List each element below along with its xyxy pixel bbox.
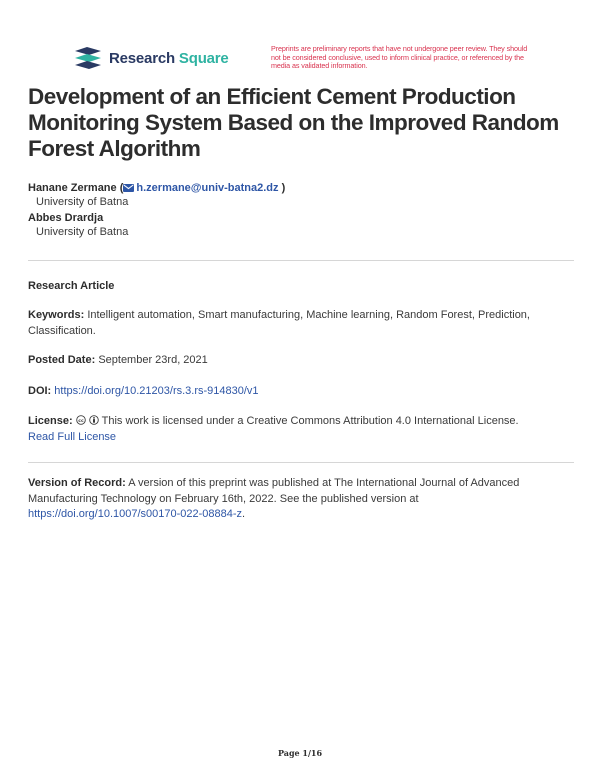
creative-commons-icon: [76, 415, 86, 425]
envelope-icon: [123, 184, 134, 192]
research-square-logo-icon: [75, 47, 101, 69]
doi: [28, 384, 568, 400]
svg-text:cc: cc: [77, 418, 84, 424]
research-square-logo[interactable]: [75, 47, 229, 69]
paper-title: Development of an Efficient Cement Production Monitoring System Based on the Improved Random Forest Algorithm: [28, 84, 559, 161]
author-name[interactable]: Hanane Zermane: [28, 182, 117, 194]
published-version-link[interactable]: https://doi.org/10.1007/s00170-022-08884-z: [28, 508, 243, 520]
version-of-record-text: A version of this preprint was published at The International Journal of Advanced Manufacturing Technology on February 16th, 2022. See the published version at: [28, 477, 520, 505]
read-full-license-link[interactable]: Read Full License: [28, 430, 117, 443]
author-affiliation: University of Batna: [36, 226, 129, 238]
author-list: [28, 181, 568, 241]
posted-date-value: September 23rd, 2021: [98, 354, 208, 366]
page-number: Page 1/16: [277, 748, 323, 758]
license-label: License:: [28, 415, 73, 427]
logo-wordmark: Research Square: [109, 49, 229, 67]
author-entry: Hanane Zermane ( h.zermane@univ-batna2.dz ): [28, 182, 286, 194]
author-email-link[interactable]: h.zermane@univ-batna2.dz: [136, 182, 279, 194]
posted-date: [28, 353, 568, 369]
attribution-icon: [89, 415, 99, 425]
keywords-label: Keywords:: [28, 309, 85, 321]
posted-date-label: Posted Date:: [28, 354, 96, 366]
version-of-record-label: Version of Record:: [28, 477, 126, 489]
keywords-value: Intelligent automation, Smart manufacturing, Machine learning, Random Forest, Prediction, Classification.: [28, 309, 530, 337]
keywords: [28, 308, 568, 339]
divider: [28, 462, 574, 463]
license-text: This work is licensed under a Creative Commons Attribution 4.0 International License.: [101, 415, 519, 427]
doi-label: DOI:: [28, 385, 52, 397]
page-header: [75, 44, 535, 75]
author-affiliation: University of Batna: [36, 196, 129, 208]
preprint-disclaimer: Preprints are preliminary reports that have not undergone peer review. They should not be considered conclusive, used to inform clinical practice, or referenced by the media as validated information.: [271, 44, 528, 71]
author-entry: [28, 211, 568, 225]
license: [28, 414, 568, 445]
article-type: Research Article: [28, 280, 115, 292]
divider: [28, 260, 574, 261]
doi-link[interactable]: https://doi.org/10.21203/rs.3.rs-914830/v1: [54, 385, 259, 397]
author-name[interactable]: Abbes Drardja: [28, 212, 104, 224]
version-of-record: Version of Record: A version of this preprint was published at The International Journal of Advanced Manufacturing Technology on February 16th, 2022. See the published version at https://doi.org/10.1007/s00170-022-08884-z.: [28, 477, 520, 520]
